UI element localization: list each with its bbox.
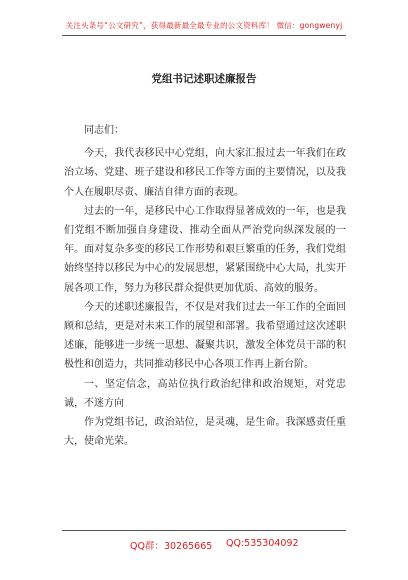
- paragraph: 作为党组书记，政治站位，是灵魂，是生命。我深感责任重大，使命光荣。: [64, 417, 346, 448]
- footer-divider: [62, 530, 346, 531]
- page-title: 党组书记述职述廉报告: [151, 73, 257, 85]
- header-note: 关注头条号“公文研究”，获得最新最全最专业的公文资料库！ 微信：gongwenyj: [65, 21, 343, 30]
- paragraph: 今天，我代表移民中心党组，向大家汇报过去一年我们在政治立场、党建、班子建设和移民工作等方面的主要情况，以及我个人在履职尽责、廉洁自律方面的表现。: [64, 148, 346, 198]
- paragraph: 今天的述职述廉报告，不仅是对我们过去一年工作的全面回顾和总结，更是对未来工作的展望和部署。我希望通过这次述职述廉，能够进一步统一思想、凝聚共识，激发全体党员干部的积极性和创造力，共同推动移民中心各项工作再上新台阶。: [64, 301, 346, 371]
- header-divider: [62, 35, 346, 36]
- qq-group-contact: QQ群：30265665: [130, 541, 213, 552]
- paragraph: 过去的一年，是移民中心工作取得显著成效的一年，也是我们党组不断加强自身建设、推动全面从严治党向纵深发展的一年。面对复杂多变的移民工作形势和艰巨繁重的任务，我们党组始终坚持以移民为中心的发展思想，紧紧围绕中心大局，扎实开展各项工作，努力为移民群众提供更加优质、高效的服务。: [64, 205, 346, 294]
- greeting: 同志们：: [84, 125, 124, 136]
- qq-contact: QQ:535304092: [226, 538, 299, 549]
- section-heading: 一、坚定信念，高站位执行政治纪律和政治规矩，对党忠诚，不迷方向: [64, 378, 346, 409]
- document-body: [64, 121, 346, 451]
